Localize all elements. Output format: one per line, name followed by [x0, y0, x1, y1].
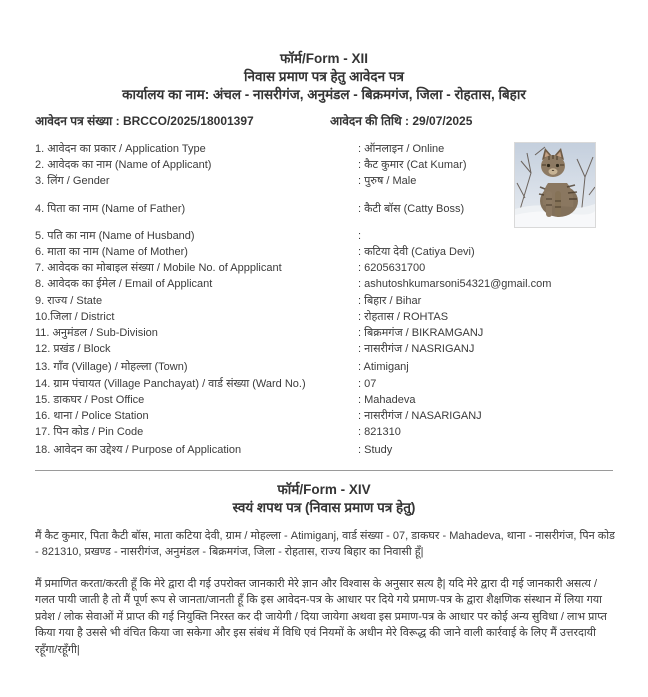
form14-header [0, 481, 648, 517]
field-row [35, 293, 610, 309]
field-label: 17. पिन कोड / Pin Code [35, 426, 144, 439]
field-value: : ऑनलाइन / Online [358, 143, 445, 155]
field-label: 16. थाना / Police Station [35, 410, 149, 423]
field-label: 7. आवेदक का मोबाइल संख्या / Mobile No. of Appplicant [35, 262, 282, 275]
field-value: : Atimiganj [358, 361, 409, 374]
field-value: : बिक्रमगंज / BIKRAMGANJ [358, 327, 484, 340]
field-row [35, 309, 610, 325]
field-value: : नासरीगंज / NASARIGANJ [358, 410, 482, 423]
field-row [35, 359, 610, 375]
field-value: : Study [358, 444, 393, 457]
field-label: 4. पिता का नाम (Name of Father) [35, 202, 186, 215]
declaration-oath-paragraph: मैं प्रमाणित करता/करती हूँ कि मेरे द्वारा दी गई उपरोक्त जानकारी मेरे ज्ञान और विश्वास के अनुसार सत्य है| यदि मेरे द्वारा दी गई जानकारी असत्य / गलत पायी जाती है तो मैं पूर्ण रूप से जानता/जानती हूँ कि इस आवेदन-पत्र के आधार पर दिये गये प्रमाण-पत्र के द्वारा शैक्षणिक संस्थान में लिया गया प्रवेश / लोक सेवाओं में प्राप्त की गई नियुक्ति निरस्त कर दी जायेगी / दिया जायेगा अथवा इस प्रमाण-पत्र के आधार पर कोई अन्य सुविधा / लाभ प्राप्त किया गया है उससे भी वंचित किया जा सकेगा और इस संबंध में विधि एवं नियमों के अधीन मेरे विरूद्ध की जाने वाली कार्रवाई के लिए मैं उत्तरदायी रहूँगा/रहूँगी| [35, 577, 607, 656]
form12-title: फॉर्म/Form - XII [280, 51, 368, 66]
field-row [35, 376, 610, 392]
field-value: : 821310 [358, 426, 401, 439]
field-value: : कटिया देवी (Catiya Devi) [358, 246, 475, 259]
field-value: : पुरुष / Male [358, 175, 417, 188]
field-value: : कैट कुमार (Cat Kumar) [358, 159, 467, 172]
field-label: 18. आवेदन का उद्देश्य / Purpose of Application [35, 444, 242, 457]
form14-title: फॉर्म/Form - XIV [277, 481, 371, 497]
field-row [35, 408, 610, 424]
applicant-photo [514, 142, 596, 228]
field-label: 9. राज्य / State [35, 294, 103, 307]
application-date: आवेदन की तिथि : 29/07/2025 [330, 114, 473, 128]
office-name-line: कार्यालय का नाम: अंचल - नासरीगंज, अनुमंडल - बिक्रमगंज, जिला - रोहतास, बिहार [122, 87, 526, 102]
field-row [35, 244, 610, 260]
field-row [35, 325, 610, 341]
field-label: 6. माता का नाम (Name of Mother) [35, 246, 188, 259]
application-meta-row [35, 112, 613, 128]
field-label: 2. आवेदक का नाम (Name of Applicant) [35, 159, 212, 172]
field-value: : ashutoshkumarsoni54321@gmail.com [358, 278, 552, 291]
field-label: 11. अनुमंडल / Sub-Division [35, 327, 158, 340]
field-label: 15. डाकघर / Post Office [35, 393, 145, 406]
field-label: 3. लिंग / Gender [35, 175, 110, 188]
field-label: 12. प्रखंड / Block [35, 343, 111, 356]
field-value: : नासरीगंज / NASRIGANJ [358, 343, 475, 356]
field-value: : कैटी बॉस (Catty Boss) [358, 202, 465, 215]
field-label: 14. ग्राम पंचायत (Village Panchayat) / वार्ड संख्या (Ward No.) [35, 377, 306, 390]
field-value: : [358, 229, 362, 242]
form14-subtitle: स्वयं शपथ पत्र (निवास प्रमाण पत्र हेतु) [232, 499, 416, 515]
field-row [35, 392, 610, 408]
field-row [35, 260, 610, 276]
field-row [35, 276, 610, 292]
field-value: : 07 [358, 377, 377, 390]
field-label: 13. गाँव (Village) / मोहल्ला (Town) [35, 361, 188, 374]
field-value: : Mahadeva [358, 393, 416, 406]
cat-photo-icon [515, 143, 595, 227]
field-row [35, 442, 610, 458]
field-label: 10.जिला / District [35, 310, 115, 323]
field-value: : रोहतास / ROHTAS [358, 310, 449, 323]
field-row [35, 228, 610, 244]
application-number: आवेदन पत्र संख्या : BRCCO/2025/18001397 [35, 114, 254, 128]
field-label: 5. पति का नाम (Name of Husband) [35, 229, 195, 242]
field-row [35, 424, 610, 440]
form12-subtitle: निवास प्रमाण पत्र हेतु आवेदन पत्र [244, 69, 404, 84]
declaration-address-paragraph: मैं कैट कुमार, पिता कैटी बॉस, माता कटिया देवी, ग्राम / मोहल्ला - Atimiganj, वार्ड संख्या - 07, डाकघर - Mahadeva, थाना - नासरीगंज, पिन कोड - 821310, प्रखण्ड - नासरीगंज, अनुमंडल - बिक्रमगंज, जिला - रोहतास, राज्य बिहार का निवासी हूँ| [35, 529, 615, 559]
field-label: 1. आवेदन का प्रकार / Application Type [35, 143, 206, 155]
field-value: : 6205631700 [358, 262, 426, 275]
field-value: : बिहार / Bihar [358, 294, 422, 307]
field-label: 8. आवेदक का ईमेल / Email of Applicant [35, 278, 213, 291]
section-divider [35, 470, 613, 471]
field-row [35, 341, 610, 357]
form12-header [0, 0, 648, 104]
